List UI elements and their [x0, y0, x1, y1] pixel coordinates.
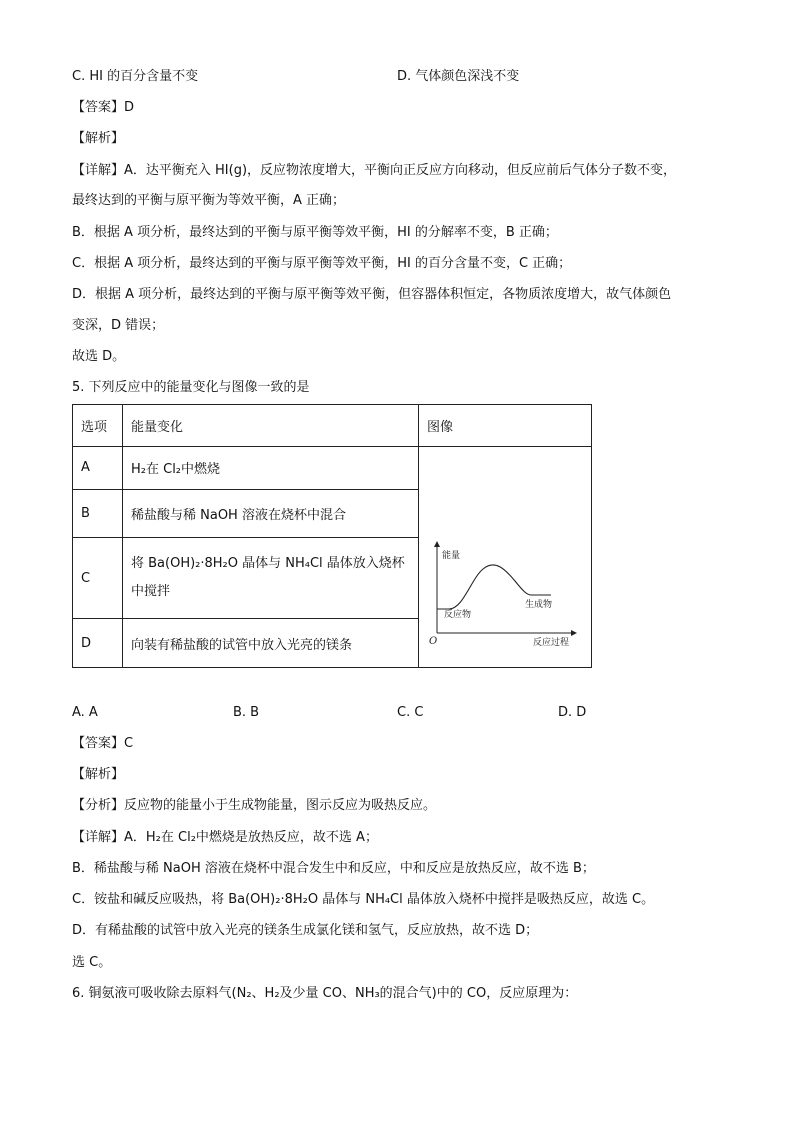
energy-profile-graph — [419, 447, 591, 663]
detail-line: 【详解】A．H₂在 Cl₂中燃烧是放热反应，故不选 A； — [72, 830, 378, 845]
energy-graph-cell — [419, 447, 592, 668]
product-label: 生成物 — [525, 600, 553, 610]
detail-line: 最终达到的平衡与原平衡为等效平衡，A 正确； — [72, 193, 346, 208]
question-6-stem: 6. 铜氨液可吸收除去原料气(N₂、H₂及少量 CO、NH₃的混合气)中的 CO，反应原理为： — [72, 986, 578, 1001]
y-axis-label: 能量 — [442, 551, 461, 561]
table-row — [73, 447, 592, 490]
answer-option: D. D — [558, 705, 587, 720]
row-label: A — [73, 447, 123, 490]
option-d: D. 气体颜色深浅不变 — [397, 69, 520, 84]
options-table — [72, 404, 592, 668]
question-5-stem: 5. 下列反应中的能量变化与图像一致的是 — [72, 380, 310, 395]
table-header: 选项 — [73, 405, 123, 447]
conclusion-line: 选 C。 — [72, 955, 112, 970]
conclusion-line: 故选 D。 — [72, 349, 126, 364]
analysis-line: 【分析】反应物的能量小于生成物能量，图示反应为吸热反应。 — [72, 798, 437, 813]
detail-line: 变深，D 错误； — [72, 318, 165, 333]
answer-option: A. A — [72, 705, 98, 720]
table-header: 图像 — [419, 405, 592, 447]
analysis-label: 【解析】 — [72, 131, 125, 146]
y-axis-arrow — [434, 541, 440, 547]
table-header: 能量变化 — [123, 405, 419, 447]
row-text-line: 中搅拌 — [131, 584, 171, 600]
detail-line: C．铵盐和碱反应吸热，将 Ba(OH)₂·8H₂O 晶体与 NH₄Cl 晶体放入烧杯中搅拌是吸热反应，故选 C。 — [72, 892, 655, 907]
x-axis-arrow — [571, 630, 577, 636]
answer-option: B. B — [233, 705, 260, 720]
reactant-label: 反应物 — [444, 610, 472, 620]
detail-line: B．稀盐酸与稀 NaOH 溶液在烧杯中混合发生中和反应，中和反应是放热反应，故不选 B； — [72, 861, 595, 876]
detail-line: D．根据 A 项分析，最终达到的平衡与原平衡等效平衡，但容器体积恒定，各物质浓度增大，故气体颜色 — [72, 287, 672, 302]
option-c: C. HI 的百分含量不变 — [72, 69, 199, 84]
row-label: C — [73, 538, 123, 619]
analysis-label: 【解析】 — [72, 767, 125, 782]
row-text: 稀盐酸与稀 NaOH 溶液在烧杯中混合 — [123, 489, 419, 538]
row-text: H₂在 Cl₂中燃烧 — [123, 447, 419, 490]
detail-line: D．有稀盐酸的试管中放入光亮的镁条生成氯化镁和氢气，反应放热，故不选 D； — [72, 923, 539, 938]
x-axis-label: 反应过程 — [533, 638, 570, 648]
detail-line: B．根据 A 项分析，最终达到的平衡与原平衡等效平衡，HI 的分解率不变，B 正确； — [72, 225, 558, 240]
row-text — [123, 538, 419, 619]
detail-line: C．根据 A 项分析，最终达到的平衡与原平衡等效平衡，HI 的百分含量不变，C 正确； — [72, 256, 572, 271]
answer-option: C. C — [397, 705, 424, 720]
answer-line: 【答案】D — [72, 100, 135, 115]
table-header-row — [73, 405, 592, 447]
row-text: 向装有稀盐酸的试管中放入光亮的镁条 — [123, 619, 419, 668]
answer-line: 【答案】C — [72, 736, 134, 751]
row-text-line: 将 Ba(OH)₂·8H₂O 晶体与 NH₄Cl 晶体放入烧杯 — [131, 556, 405, 572]
origin-label: O — [429, 636, 438, 647]
detail-line: 【详解】A．达平衡充入 HI(g)，反应物浓度增大，平衡向正反应方向移动，但反应前后气体分子数不变， — [72, 163, 677, 178]
row-label: D — [73, 619, 123, 668]
row-label: B — [73, 489, 123, 538]
